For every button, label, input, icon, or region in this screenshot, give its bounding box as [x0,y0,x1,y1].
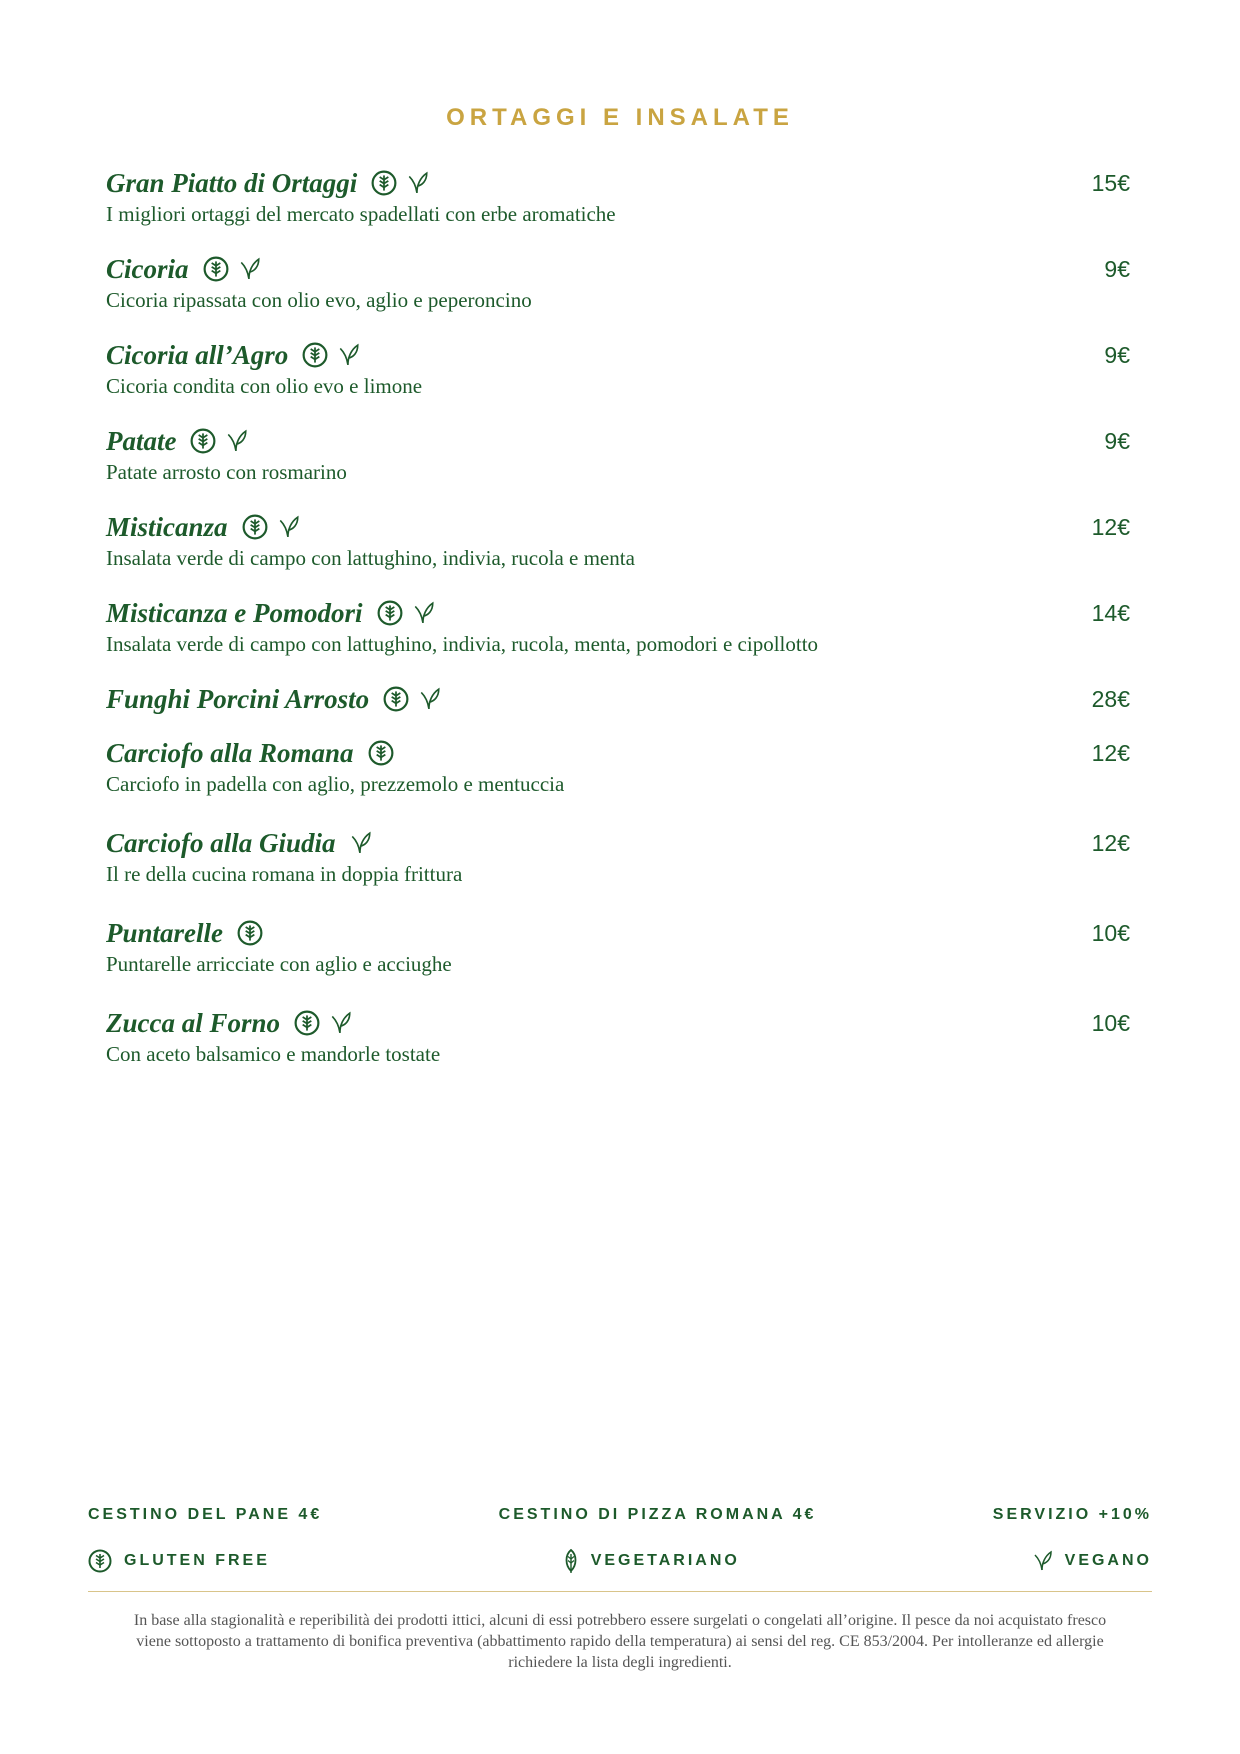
dish-icons [350,831,382,855]
vegan-icon [407,171,429,195]
dish-name: Cicoria all’Agro [106,339,289,370]
menu-item [106,1005,1130,1067]
menu-item-header [106,735,1130,771]
gluten-free-icon [190,428,216,454]
vegan-icon [419,687,441,711]
dish-price: 28€ [1091,685,1130,712]
dish-name: Misticanza e Pomodori [106,597,363,628]
menu-item-header [106,337,1130,373]
dish-description: Carciofo in padella con aglio, prezzemolo e mentuccia [106,772,565,796]
dish-name: Gran Piatto di Ortaggi [106,167,358,198]
menu-item [106,509,1130,571]
vegan-icon [1033,1550,1053,1572]
menu-item [106,595,1130,657]
dish-description: Insalata verde di campo con lattughino, indivia, rucola e menta [106,546,635,570]
dish-price: 12€ [1091,829,1130,856]
dish-price: 9€ [1104,427,1130,454]
dish-description: Il re della cucina romana in doppia frittura [106,862,463,886]
dish-name: Carciofo alla Giudia [106,827,336,858]
legend-row [88,1548,1152,1574]
legend-vegetarian [563,1548,740,1574]
dish-price: 10€ [1091,1009,1130,1036]
vegan-icon [239,257,261,281]
vegan-icon [413,601,435,625]
dish-description: Patate arrosto con rosmarino [106,460,347,484]
pizza-basket-label: CESTINO DI PIZZA ROMANA 4€ [498,1506,817,1523]
menu-item-header [106,681,1130,717]
menu-item [106,735,1130,797]
menu-item-header [106,251,1130,287]
dish-name: Zucca al Forno [106,1007,281,1038]
gluten-free-icon [88,1549,112,1573]
legend-gluten-free-label: GLUTEN FREE [124,1552,270,1569]
service-charge-label: SERVIZIO +10% [992,1506,1152,1523]
dish-icons [383,686,451,712]
section-title: ORTAGGI E INSALATE [446,104,794,131]
gluten-free-icon [368,740,394,766]
gluten-free-icon [242,514,268,540]
dish-icons [302,342,370,368]
bread-basket-label: CESTINO DEL PANE 4€ [88,1506,323,1523]
menu-item [106,915,1130,977]
dish-name: Cicoria [106,253,189,284]
dish-name: Misticanza [106,511,228,542]
dish-icons [377,600,445,626]
menu-item-header [106,915,1130,951]
dish-price: 12€ [1091,739,1130,766]
dish-price: 15€ [1091,169,1130,196]
gluten-free-icon [377,600,403,626]
gluten-free-icon [294,1010,320,1036]
legend-vegetarian-label: VEGETARIANO [590,1552,740,1569]
dish-icons [371,170,439,196]
dish-description: Insalata verde di campo con lattughino, indivia, rucola, menta, pomodori e cipollotto [106,632,819,656]
gluten-free-icon [237,920,263,946]
legend-gluten-free [88,1549,270,1573]
legend-vegan-label: VEGANO [1064,1552,1152,1569]
vegan-icon [226,429,248,453]
menu-item [106,825,1130,887]
menu-item [106,337,1130,399]
dish-description: I migliori ortaggi del mercato spadellati con erbe aromatiche [106,202,616,226]
legend-vegan [1033,1550,1152,1572]
dish-icons [237,920,273,946]
menu-item-header [106,825,1130,861]
menu-item-header [106,509,1130,545]
dish-description: Con aceto balsamico e mandorle tostate [106,1042,441,1066]
dish-price: 14€ [1091,599,1130,626]
vegan-icon [278,515,300,539]
menu-item-header [106,423,1130,459]
dish-name: Puntarelle [106,917,224,948]
vegan-icon [350,831,372,855]
vegan-icon [330,1011,352,1035]
menu-item [106,423,1130,485]
dish-description: Cicoria condita con olio evo e limone [106,374,423,398]
dish-icons [294,1010,362,1036]
menu-item-header [106,1005,1130,1041]
menu-item [106,165,1130,227]
dish-price: 12€ [1091,513,1130,540]
disclaimer-note: In base alla stagionalità e reperibilità dei prodotti ittici, alcuni di essi potrebbero essere surgelati o congelati all’origine. Il pesce da noi acquistato fresco viene sottoposto a trattamento di bonifica preventiva (abbattimento rapido della temperatura) ai sensi del reg. CE 853/2004. Per intolleranze ed allergie richiedere la lista degli ingredienti. [133,1612,1107,1671]
menu-item-header [106,165,1130,201]
dish-name: Carciofo alla Romana [106,737,354,768]
dish-icons [368,740,404,766]
dish-description: Puntarelle arricciate con aglio e acciughe [106,952,452,976]
dish-name: Patate [106,425,177,456]
footer-divider [88,1591,1152,1592]
gluten-free-icon [383,686,409,712]
gluten-free-icon [371,170,397,196]
gluten-free-icon [302,342,328,368]
menu-item [106,681,1130,717]
extras-row [88,1506,1152,1524]
dish-icons [242,514,310,540]
vegan-icon [338,343,360,367]
dish-price: 10€ [1091,919,1130,946]
dish-price: 9€ [1104,341,1130,368]
dish-name: Funghi Porcini Arrosto [106,683,370,714]
dish-icons [203,256,271,282]
leaf-icon [563,1548,579,1574]
menu-item-header [106,595,1130,631]
gluten-free-icon [203,256,229,282]
dish-price: 9€ [1104,255,1130,282]
dish-icons [190,428,258,454]
menu-item [106,251,1130,313]
dish-description: Cicoria ripassata con olio evo, aglio e peperoncino [106,288,532,312]
